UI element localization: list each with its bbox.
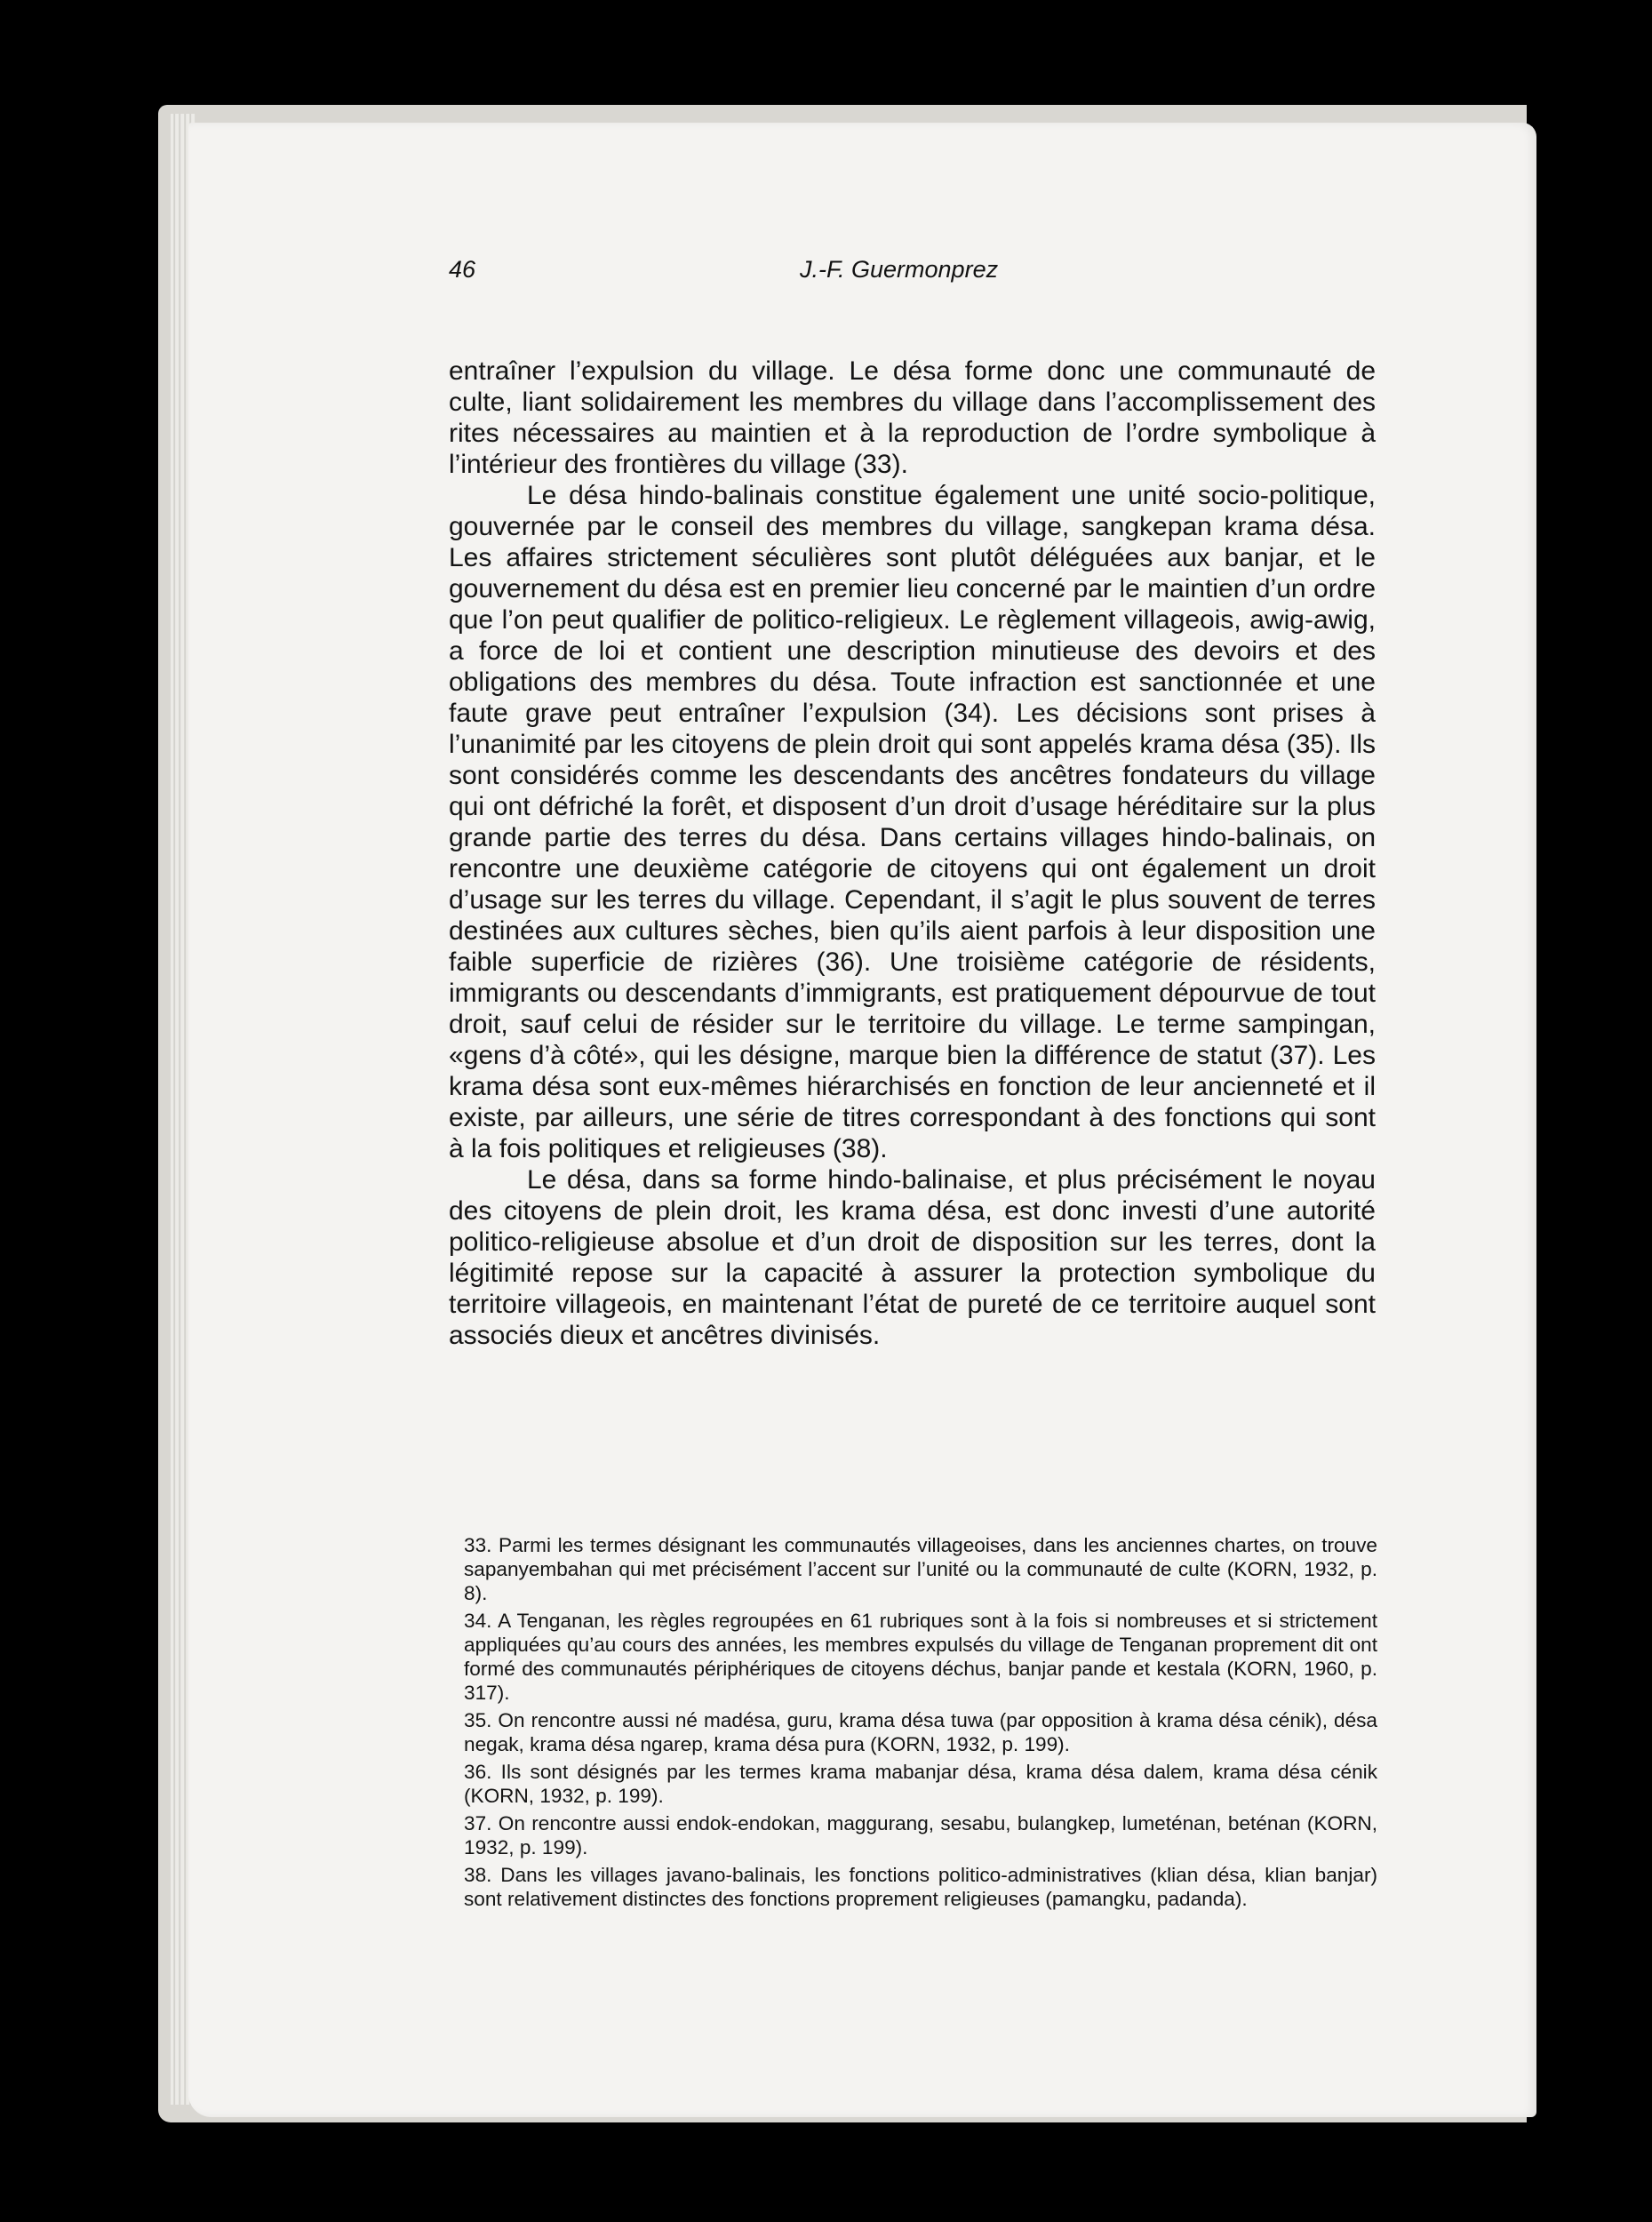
footnotes — [464, 1533, 1377, 1914]
footnote-36: 36. Ils sont désignés par les termes krama mabanjar désa, krama désa dalem, krama désa cénik (KORN, 1932, p. 199). — [464, 1761, 1377, 1807]
body-text — [449, 356, 1376, 1351]
paragraph-2: Le désa hindo-balinais constitue également une unité socio-politique, gouvernée par le conseil des membres du village, sangkepan krama désa. Les affaires strictement séculières sont plutôt déléguées aux banjar, et le gouvernement du désa est en premier lieu concerné par le maintien d’un ordre que l’on peut qualifier de politico-religieux. Le règlement villageois, awig-awig, a force de loi et contient une description minutieuse des devoirs et des obligations des membres du désa. Toute infraction est sanctionnée et une faute grave peut entraîner l’expulsion (34). Les décisions sont prises à l’unanimité par les citoyens de plein droit qui sont appelés krama désa (35). Ils sont considérés comme les descendants des ancêtres fondateurs du village qui ont défriché la forêt, et disposent d’un droit d’usage héréditaire sur la plus grande partie des terres du désa. Dans certains villages hindo-balinais, on rencontre une deuxième catégorie de citoyens qui ont également un droit d’usage sur les terres du village. Cependant, il s’agit le plus souvent de terres destinées aux cultures sèches, bien qu’ils aient parfois à leur disposition une faible superficie de rizières (36). Une troisième catégorie de résidents, immigrants ou descendants d’immigrants, est pratiquement dépourvue de tout droit, sauf celui de résider sur le territoire du village. Le terme sampingan, «gens d’à côté», qui les désigne, marque bien la différence de statut (37). Les krama désa sont eux-mêmes hiérarchisés en fonction de leur ancienneté et il existe, par ailleurs, une série de titres correspondant à des fonctions qui sont à la fois politiques et religieuses (38). — [449, 481, 1376, 1163]
page-number: 46 — [449, 256, 476, 283]
running-head-author: J.-F. Guermonprez — [800, 256, 999, 283]
footnote-33: 33. Parmi les termes désignant les communautés villageoises, dans les anciennes chartes, on trouve sapanyembahan qui met précisément l’accent sur l’unité ou la communauté de culte (KORN, 1932, p. 8). — [464, 1534, 1377, 1604]
paragraph-1: entraîner l’expulsion du village. Le désa forme donc une communauté de culte, liant solidairement les membres du village dans l’accomplissement des rites nécessaires au maintien et à la reproduction de l’ordre symbolique à l’intérieur des frontières du village (33). — [449, 356, 1376, 479]
running-head — [449, 256, 1376, 292]
footnote-37: 37. On rencontre aussi endok-endokan, maggurang, sesabu, bulangkep, lumeténan, beténan (KORN, 1932, p. 199). — [464, 1812, 1377, 1858]
footnote-35: 35. On rencontre aussi né madésa, guru, krama désa tuwa (par opposition à krama désa cénik), désa negak, krama désa ngarep, krama désa pura (KORN, 1932, p. 199). — [464, 1709, 1377, 1755]
footnote-34: 34. A Tenganan, les règles regroupées en 61 rubriques sont à la fois si nombreuses et si strictement appliquées qu’au cours des années, les membres expulsés du village de Tenganan proprement dit ont formé des communautés périphériques de citoyens déchus, banjar pande et kestala (KORN, 1960, p. 317). — [464, 1610, 1377, 1704]
paragraph-3: Le désa, dans sa forme hindo-balinaise, et plus précisément le noyau des citoyens de plein droit, les krama désa, est donc investi d’une autorité politico-religieuse absolue et d’un droit de disposition sur les terres, dont la légitimité repose sur la capacité à assurer la protection symbolique du territoire villageois, en maintenant l’état de pureté de ce territoire auquel sont associés dieux et ancêtres divinisés. — [449, 1165, 1376, 1350]
footnote-38: 38. Dans les villages javano-balinais, les fonctions politico-administratives (klian désa, klian banjar) sont relativement distinctes des fonctions proprement religieuses (pamangku, padanda). — [464, 1864, 1377, 1910]
